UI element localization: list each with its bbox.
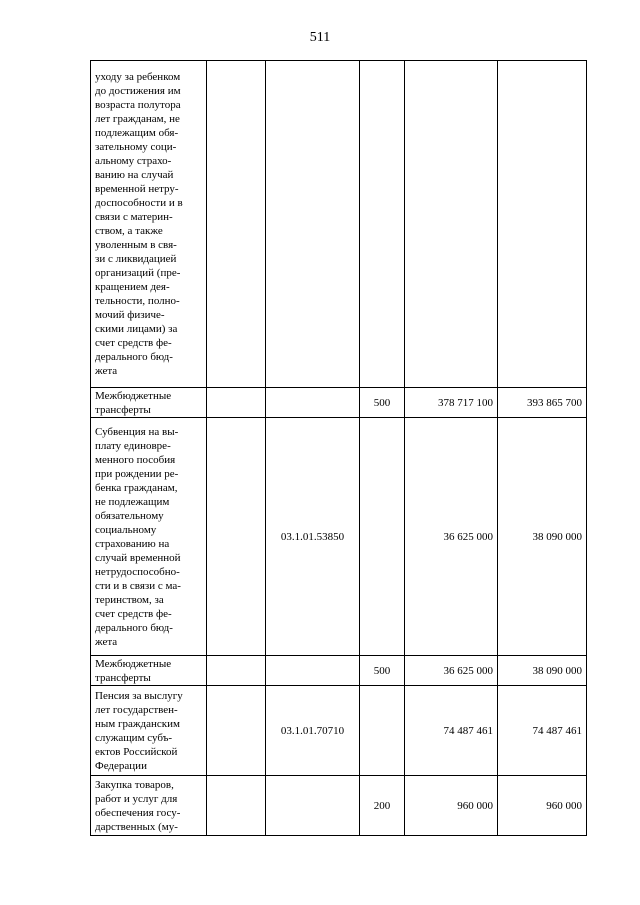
row-type-cell: 200 [360, 776, 405, 836]
row-amount-year1-cell: 378 717 100 [405, 388, 498, 418]
row-amount-year1-cell: 960 000 [405, 776, 498, 836]
row-code-cell: 03.1.01.53850 [266, 418, 360, 656]
row-amount-year2-cell [498, 61, 587, 388]
table-row [91, 388, 587, 418]
row-amount-year2-cell: 74 487 461 [498, 686, 587, 776]
budget-table [90, 60, 587, 836]
row-blank-cell [207, 686, 266, 776]
table-row [91, 418, 587, 656]
row-blank-cell [207, 776, 266, 836]
row-blank-cell [207, 388, 266, 418]
page-number: 511 [309, 30, 331, 45]
row-type-cell [360, 686, 405, 776]
row-code-cell [266, 61, 360, 388]
row-type-cell [360, 418, 405, 656]
table-row [91, 686, 587, 776]
row-type-cell [360, 61, 405, 388]
row-type-cell: 500 [360, 388, 405, 418]
row-amount-year1-cell: 36 625 000 [405, 418, 498, 656]
row-amount-year2-cell: 393 865 700 [498, 388, 587, 418]
row-code-cell [266, 776, 360, 836]
row-amount-year2-cell: 38 090 000 [498, 656, 587, 686]
row-name-cell: Закупка товаров, работ и услуг для обеспечения госу- дарственных (му- [91, 776, 207, 836]
row-amount-year1-cell: 74 487 461 [405, 686, 498, 776]
row-name-cell: Межбюджетные трансферты [91, 388, 207, 418]
row-amount-year2-cell: 960 000 [498, 776, 587, 836]
row-name-cell: Субвенция на вы- плату единовре- менного пособия при рождении ре- бенка гражданам, не подлежащим обязательному социальному страхованию на случай временной нетрудоспособно- сти и в связи с ма- теринством, за счет средств фе- дерального бюд- жета [91, 418, 207, 656]
table-row [91, 61, 587, 388]
row-blank-cell [207, 418, 266, 656]
row-amount-year2-cell: 38 090 000 [498, 418, 587, 656]
row-amount-year1-cell [405, 61, 498, 388]
table-row [91, 656, 587, 686]
row-name-cell: уходу за ребенком до достижения им возраста полутора лет гражданам, не подлежащим обя- зательному соци- альному страхо- ванию на случай временной нетру- доспособности и в связи с материн- ством, а также уволенным в свя- зи с ликвидацией организаций (пре- кращением дея- тельности, полно- мочий физиче- скими лицами) за счет средств фе- дерального бюд- жета [91, 61, 207, 388]
row-name-cell: Пенсия за выслугу лет государствен- ным гражданским служащим субъ- ектов Российской Федерации [91, 686, 207, 776]
row-code-cell [266, 656, 360, 686]
row-blank-cell [207, 61, 266, 388]
table-row [91, 776, 587, 836]
row-name-cell: Межбюджетные трансферты [91, 656, 207, 686]
row-blank-cell [207, 656, 266, 686]
row-amount-year1-cell: 36 625 000 [405, 656, 498, 686]
row-code-cell [266, 388, 360, 418]
row-type-cell: 500 [360, 656, 405, 686]
row-code-cell: 03.1.01.70710 [266, 686, 360, 776]
